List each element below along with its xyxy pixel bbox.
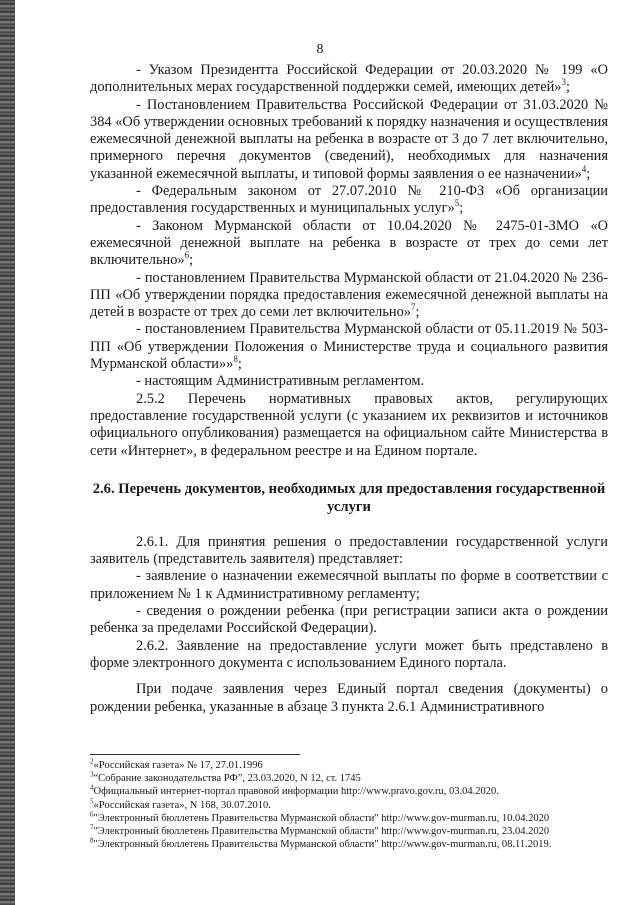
list-item: - настоящим Административным регламентом. — [136, 373, 425, 390]
section-heading: 2.6. Перечень документов, необходимых для предоставления государственной услуги — [92, 480, 606, 515]
list-item: - Федеральным законом от 27.07.2010 № 210-ФЗ «Об организации предоставления государственных и муниципальных услуг»$^5$; — [90, 183, 608, 217]
footnote: $^7$"Электронный бюллетень Правительства Мурманской области" http://www.gov-murman.ru, 23.04.2020 — [90, 823, 550, 838]
footnote: $^4$Официальный интернет-портал правовой информации http://www.pravo.gov.ru, 03.04.2020. — [90, 783, 499, 798]
footnote-divider — [90, 754, 300, 755]
list-item: - сведения о рождении ребенка (при регистрации записи акта о рождении ребенка за пределами Российской Федерации). — [90, 603, 608, 637]
list-item: - заявление о назначении ежемесячной выплаты по форме в соответствии с приложением № 1 к Административному регламенту; — [90, 568, 608, 602]
list-item: - постановлением Правительства Мурманской области от 21.04.2020 № 236-ПП «Об утверждении порядка предоставления ежемесячной денежной выплаты на детей в возрасте от трех до семи лет включительно»$^7$; — [90, 269, 608, 321]
list-item: - Указом Президентта Российской Федерации от 20.03.2020 № 199 «О дополнительных мерах государственной поддержки семей, имеющих детей»$^3$; — [90, 62, 608, 96]
paragraph-2-6-1: 2.6.1. Для принятия решения о предоставлении государственной услуги заявитель (представитель заявителя) представляет: — [90, 533, 608, 568]
footnote: $^5$«Российская газета», N 168, 30.07.2010. — [90, 797, 271, 811]
list-item: - постановлением Правительства Мурманской области от 05.11.2019 № 503-ПП «Об утверждении Положения о Министерстве труда и социального развития Мурманской области»»$^8$; — [90, 321, 608, 373]
paragraph-2-5-2: 2.5.2 Перечень нормативных правовых актов, регулирующих предоставление государственной услуги (с указанием их реквизитов и источников официального опубликования) размещается на официальном сайте Министерства в сети «Интернет», в федеральном реестре и на Едином портале. — [90, 390, 608, 459]
footnotes — [90, 754, 608, 851]
footnote: $^3$“Собрание законодательства РФ”, 23.03.2020, N 12, ст. 1745 — [90, 770, 361, 785]
document-body — [90, 62, 608, 716]
scan-edge — [0, 0, 15, 905]
footnote: $^8$"Электронный бюллетень Правительства Мурманской области" http://www.gov-murman.ru, 08.11.2019. — [90, 836, 552, 851]
paragraph: При подаче заявления через Единый портал сведения (документы) о рождении ребенка, указанные в абзаце 3 пункта 2.6.1 Административного — [90, 681, 608, 715]
list-item: - Постановлением Правительства Российской Федерации от 31.03.2020 № 384 «Об утверждении основных требований к порядку назначения и осуществления ежемесячной денежной выплаты на ребенка в возрасте от 3 до 7 лет включительно, примерного перечня документов (сведений), необходимых для назначения указанной ежемесячной выплаты, и типовой формы заявления о ее назначении»$^4$; — [90, 96, 608, 182]
list-item: - Законом Мурманской области от 10.04.2020 № 2475-01-ЗМО «О ежемесячной денежной выплате на ребенка в возрасте от трех до семи лет включительно»$^6$; — [90, 217, 608, 269]
page-number: 8 — [316, 42, 324, 57]
footnote: $^2$«Российская газета» № 17, 27.01.1996 — [90, 757, 263, 771]
paragraph-2-6-2: 2.6.2. Заявление на предоставление услуги может быть представлено в форме электронного документа с использованием Единого портала. — [90, 637, 608, 671]
footnote: $^6$"Электронный бюллетень Правительства Мурманской области" http://www.gov-murman.ru, 10.04.2020 — [90, 810, 550, 824]
